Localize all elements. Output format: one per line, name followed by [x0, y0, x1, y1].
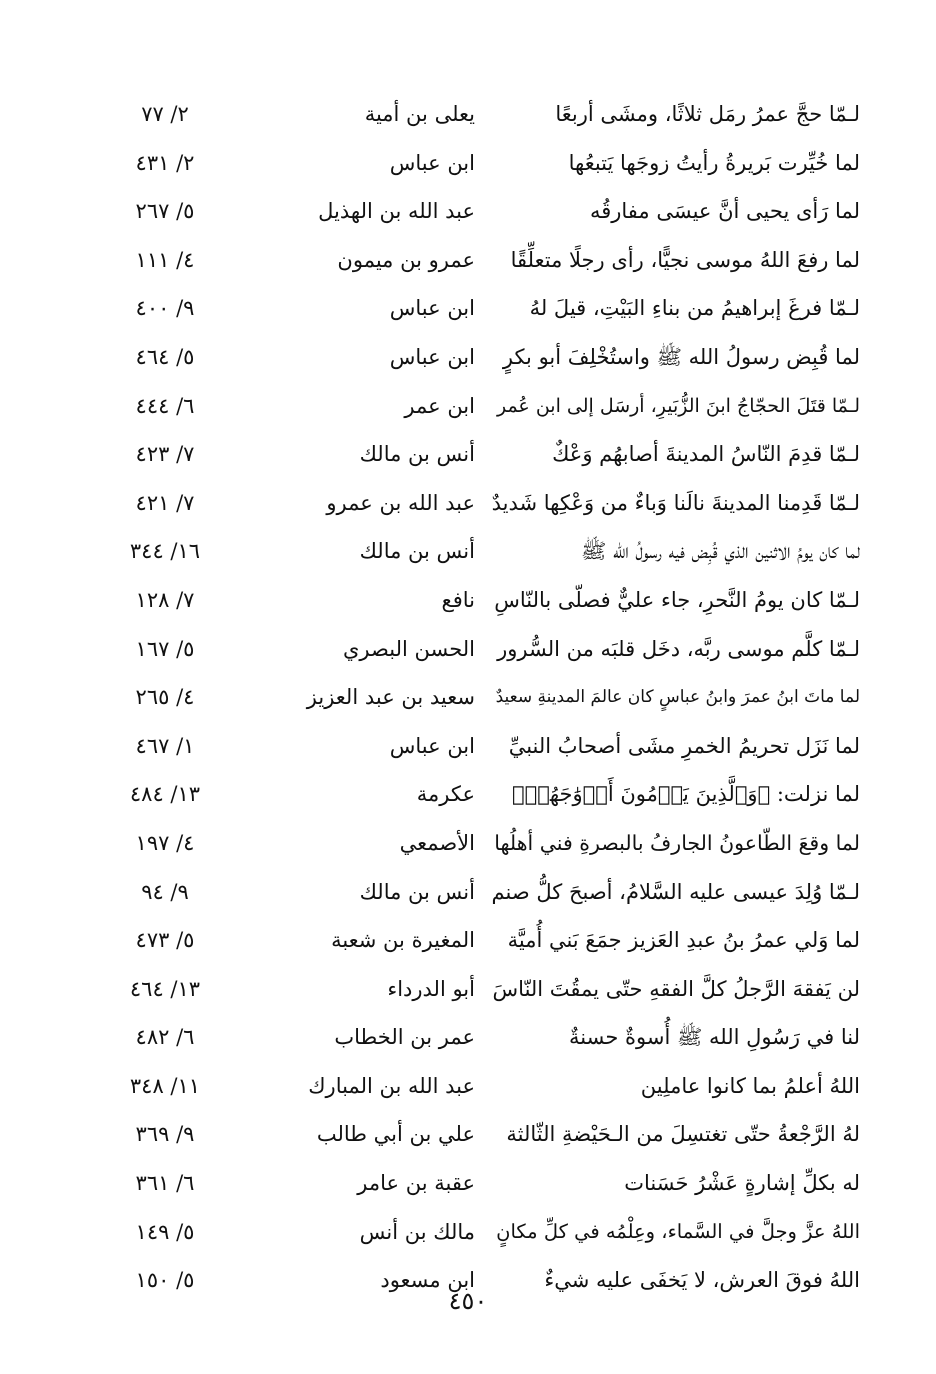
hadith-text: لما رفعَ اللهُ موسى نجيًّا، رأى رجلًا متعلِّقًا	[510, 247, 860, 272]
hadith-text: لما وَلي عمرُ بنُ عبدِ العَزيز جمَعَ بَني أُميَّة	[507, 928, 860, 953]
volume-page-reference: ٥/ ٢٦٧	[135, 199, 195, 224]
volume-page-reference: ٥/ ١٤٩	[135, 1219, 195, 1244]
hadith-text: له بكلِّ إشارةٍ عَشْرُ حَسَنات	[624, 1171, 860, 1196]
narrator-name: أنس بن مالك	[359, 539, 475, 564]
index-row	[110, 333, 860, 382]
index-row	[110, 722, 860, 771]
hadith-text: لـمّا حجَّ عمرُ رمَل ثلاثًا، ومشَى أربعًا	[555, 102, 860, 126]
index-row	[110, 1013, 860, 1062]
hadith-text: لما ماتَ ابنُ عمرَ وابنُ عباسٍ كان عالمَ المدينةِ سعيدٌ	[495, 687, 860, 708]
index-row	[110, 236, 860, 285]
index-row	[110, 625, 860, 674]
index-row	[110, 527, 860, 576]
hadith-index-table	[110, 90, 860, 1305]
hadith-text: لـمّا قتَلَ الحجّاجُ ابنَ الزُّبَيرِ، أرسَل إلى ابن عُمر	[496, 394, 860, 417]
volume-page-reference: ٤/ ١١١	[135, 247, 195, 272]
index-row	[110, 187, 860, 236]
volume-page-reference: ١١/ ٣٤٨	[129, 1073, 201, 1098]
volume-page-reference: ١٣/ ٤٨٤	[129, 782, 201, 807]
narrator-name: أنس بن مالك	[359, 879, 475, 904]
hadith-text: لما قُبِض رسولُ الله ﷺ واستُخْلِفَ أبو بكرٍ	[502, 344, 860, 369]
volume-page-reference: ٥/ ٤٦٤	[135, 344, 195, 369]
narrator-name: عبد الله بن الهذيل	[318, 199, 475, 224]
volume-page-reference: ٥/ ١٦٧	[135, 636, 195, 661]
hadith-text: لـمّا وُلِدَ عيسى عليه السَّلامُ، أصبحَ كلُّ صنم	[491, 879, 860, 904]
hadith-text: لما وقعَ الطّاعونُ الجارفُ بالبصرةِ فني أهلُها	[494, 830, 860, 855]
narrator-name: عبد الله بن المبارك	[308, 1073, 475, 1098]
hadith-text: لـمّا قدِمَ النّاسُ المدينةَ أصابهُم وَعْكٌ	[552, 442, 860, 467]
narrator-name: مالك بن أنس	[359, 1219, 475, 1244]
volume-page-reference: ٩/ ٩٤	[141, 879, 189, 904]
hadith-text: لـمّا قَدِمنا المدينةَ نالَنا وَباءٌ من وَعْكِها شَديدٌ	[491, 490, 860, 515]
narrator-name: علي بن أبي طالب	[316, 1122, 475, 1147]
volume-page-reference: ٧/ ١٢٨	[135, 587, 195, 612]
volume-page-reference: ٧/ ٤٢٣	[135, 442, 195, 467]
narrator-name: ابن عباس	[389, 296, 475, 321]
narrator-name: الأصمعي	[399, 830, 475, 855]
narrator-name: عمر بن الخطاب	[334, 1025, 475, 1050]
narrator-name: المغيرة بن شعبة	[331, 928, 475, 953]
volume-page-reference: ١٣/ ٤٦٤	[129, 976, 201, 1001]
index-row	[110, 430, 860, 479]
hadith-text: لما رَأى يحيى أنَّ عيسَى مفارقُه	[589, 199, 860, 224]
page-number: ٤٥٠	[448, 1287, 488, 1315]
index-row	[110, 819, 860, 868]
index-row	[110, 1159, 860, 1208]
volume-page-reference: ٧/ ٤٢١	[135, 490, 195, 515]
hadith-text: اللهُ عزَّ وجلَّ في السَّماء، وعِلْمُه في كلِّ مكانٍ	[496, 1219, 860, 1243]
hadith-text: لـمّا كان يومُ النَّحرِ، جاء عليٌّ فصلّى بالنّاسِ	[494, 587, 860, 612]
index-row	[110, 868, 860, 917]
index-row	[110, 916, 860, 965]
narrator-name: ابن عمر	[404, 393, 475, 418]
volume-page-reference: ٢/ ٤٣١	[135, 150, 195, 175]
volume-page-reference: ١/ ٤٦٧	[135, 733, 195, 758]
volume-page-reference: ٩/ ٤٠٠	[135, 296, 195, 321]
hadith-text: لما نَزَل تحريمُ الخمرِ مشَى أصحابُ النبيِّ	[508, 733, 860, 758]
index-row	[110, 965, 860, 1014]
volume-page-reference: ٥/ ٤٧٣	[135, 928, 195, 953]
volume-page-reference: ١٦/ ٣٤٤	[129, 539, 201, 564]
hadith-text: لنا في رَسُولِ الله ﷺ أُسوةٌ حسنةٌ	[569, 1025, 860, 1050]
hadith-text: لـمّا فرغَ إبراهيمُ من بناءِ البَيْتِ، قيلَ لهُ	[529, 296, 860, 321]
volume-page-reference: ٤/ ٢٦٥	[135, 685, 195, 710]
index-row	[110, 1208, 860, 1257]
volume-page-reference: ٩/ ٣٦٩	[135, 1122, 195, 1147]
hadith-text: لهُ الرَّجْعةُ حتّى تغتسِلَ من الـحَيْضةِ الثّالثة	[506, 1122, 860, 1147]
narrator-name: عبد الله بن عمرو	[326, 490, 475, 515]
narrator-name: عمرو بن ميمون	[337, 247, 475, 272]
hadith-text: اللهُ فوقَ العرش، لا يَخفَى عليه شيءٌ	[544, 1268, 860, 1293]
hadith-text: لن يَفقهَ الرَّجلُ كلَّ الفقهِ حتّى يمقُتَ النّاسَ	[492, 976, 860, 1001]
index-row	[110, 770, 860, 819]
index-row	[110, 673, 860, 722]
volume-page-reference: ٥/ ١٥٠	[135, 1268, 195, 1293]
index-row	[110, 1110, 860, 1159]
narrator-name: يعلى بن أمية	[364, 102, 475, 126]
index-row	[110, 90, 860, 139]
narrator-name: ابن عباس	[389, 344, 475, 369]
index-row	[110, 382, 860, 431]
index-row	[110, 479, 860, 528]
narrator-name: أنس بن مالك	[359, 442, 475, 467]
index-row	[110, 1062, 860, 1111]
narrator-name: ابن عباس	[389, 733, 475, 758]
index-row	[110, 139, 860, 188]
volume-page-reference: ٦/ ٤٨٢	[135, 1025, 195, 1050]
narrator-name: ابن مسعود	[380, 1268, 475, 1293]
hadith-text: اللهُ أعلمُ بما كانوا عاملِين	[640, 1073, 860, 1098]
narrator-name: أبو الدرداء	[387, 976, 475, 1001]
narrator-name: نافع	[441, 587, 475, 612]
volume-page-reference: ٤/ ١٩٧	[135, 830, 195, 855]
narrator-name: عكرمة	[416, 782, 475, 807]
index-row	[110, 284, 860, 333]
volume-page-reference: ٢/ ٧٧	[141, 102, 189, 126]
hadith-text: لما نزلت: ﴿وَٱلَّذِينَ يَرۡمُونَ أَزۡوَٰجَهُمۡ﴾	[512, 782, 860, 807]
index-row	[110, 576, 860, 625]
volume-page-reference: ٦/ ٣٦١	[135, 1171, 195, 1196]
narrator-name: الحسن البصري	[343, 636, 475, 661]
hadith-text: لما كان يومُ الاثنين الذي قُبِض فيه رسولُ الله ﷺ	[580, 539, 860, 564]
narrator-name: عقبة بن عامر	[357, 1171, 475, 1196]
hadith-text: لـمّا كلَّم موسى ربَّه، دخَل قلبَه من السُّرور	[497, 636, 860, 661]
hadith-text: لما خُيِّرت بَريرةُ رأيتُ زوجَها يَتبعُها	[568, 150, 860, 175]
narrator-name: سعيد بن عبد العزيز	[306, 685, 475, 710]
narrator-name: ابن عباس	[389, 150, 475, 175]
volume-page-reference: ٦/ ٤٤٤	[135, 393, 195, 418]
